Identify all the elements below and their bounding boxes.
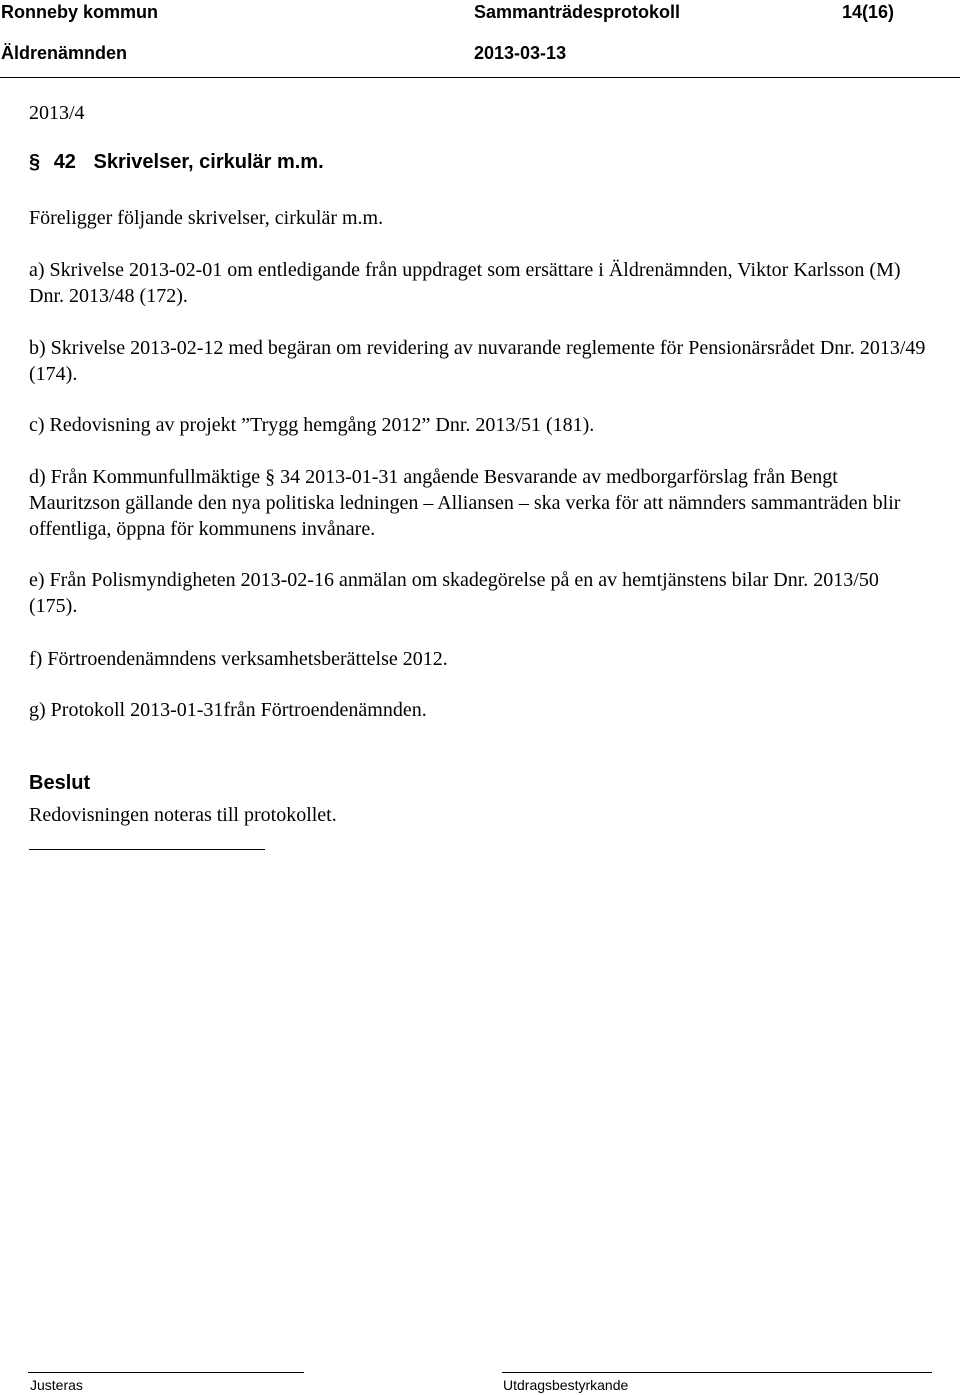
- utdrag-signature-line: [502, 1372, 932, 1373]
- intro-text: Föreligger följande skrivelser, cirkulär m.m.: [29, 207, 384, 229]
- section-heading: [29, 148, 324, 176]
- decision-text: Redovisningen noteras till protokollet.: [29, 804, 337, 826]
- list-item-e: e) Från Polismyndigheten 2013-02-16 anmälan om skadegörelse på en av hemtjänstens bilar Dnr. 2013/50 (175).: [29, 569, 879, 617]
- list-item-b: b) Skrivelse 2013-02-12 med begäran om revidering av nuvarande reglemente för Pensionärsrådet Dnr. 2013/49 (174).: [29, 337, 926, 385]
- list-item-g: g) Protokoll 2013-01-31från Förtroendenämnden.: [29, 699, 427, 721]
- case-reference: 2013/4: [29, 102, 85, 124]
- list-item-c: c) Redovisning av projekt ”Trygg hemgång 2012” Dnr. 2013/51 (181).: [29, 414, 595, 436]
- list-item-a: a) Skrivelse 2013-02-01 om entledigande från uppdraget som ersättare i Äldrenämnden, Viktor Karlsson (M) Dnr. 2013/48 (172).: [29, 259, 901, 307]
- end-rule: [29, 849, 265, 850]
- justeras-signature-line: [28, 1372, 304, 1373]
- header-divider: [0, 77, 960, 78]
- section-title: Skrivelser, cirkulär m.m.: [93, 151, 324, 173]
- meeting-date: 2013-03-13: [474, 43, 567, 63]
- list-item-f: f) Förtroendenämndens verksamhetsberättelse 2012.: [29, 648, 448, 670]
- list-item-d: d) Från Kommunfullmäktige § 34 2013-01-31 angående Besvarande av medborgarförslag från Bengt Mauritzson gällande den nya politiska ledningen – Alliansen – ska verka för att nämnders sammanträden blir offentliga, öppna för kommunens invånare.: [29, 466, 901, 540]
- utdragsbestyrkande-label: Utdragsbestyrkande: [503, 1377, 629, 1393]
- decision-heading: Beslut: [29, 772, 91, 794]
- section-sign: §: [29, 151, 41, 173]
- document-type: Sammanträdesprotokoll: [474, 2, 681, 22]
- board-name: Äldrenämnden: [1, 43, 128, 63]
- municipality-name: Ronneby kommun: [1, 2, 159, 22]
- justeras-label: Justeras: [30, 1377, 83, 1393]
- page-number: 14(16): [842, 2, 895, 22]
- section-number: 42: [53, 151, 76, 173]
